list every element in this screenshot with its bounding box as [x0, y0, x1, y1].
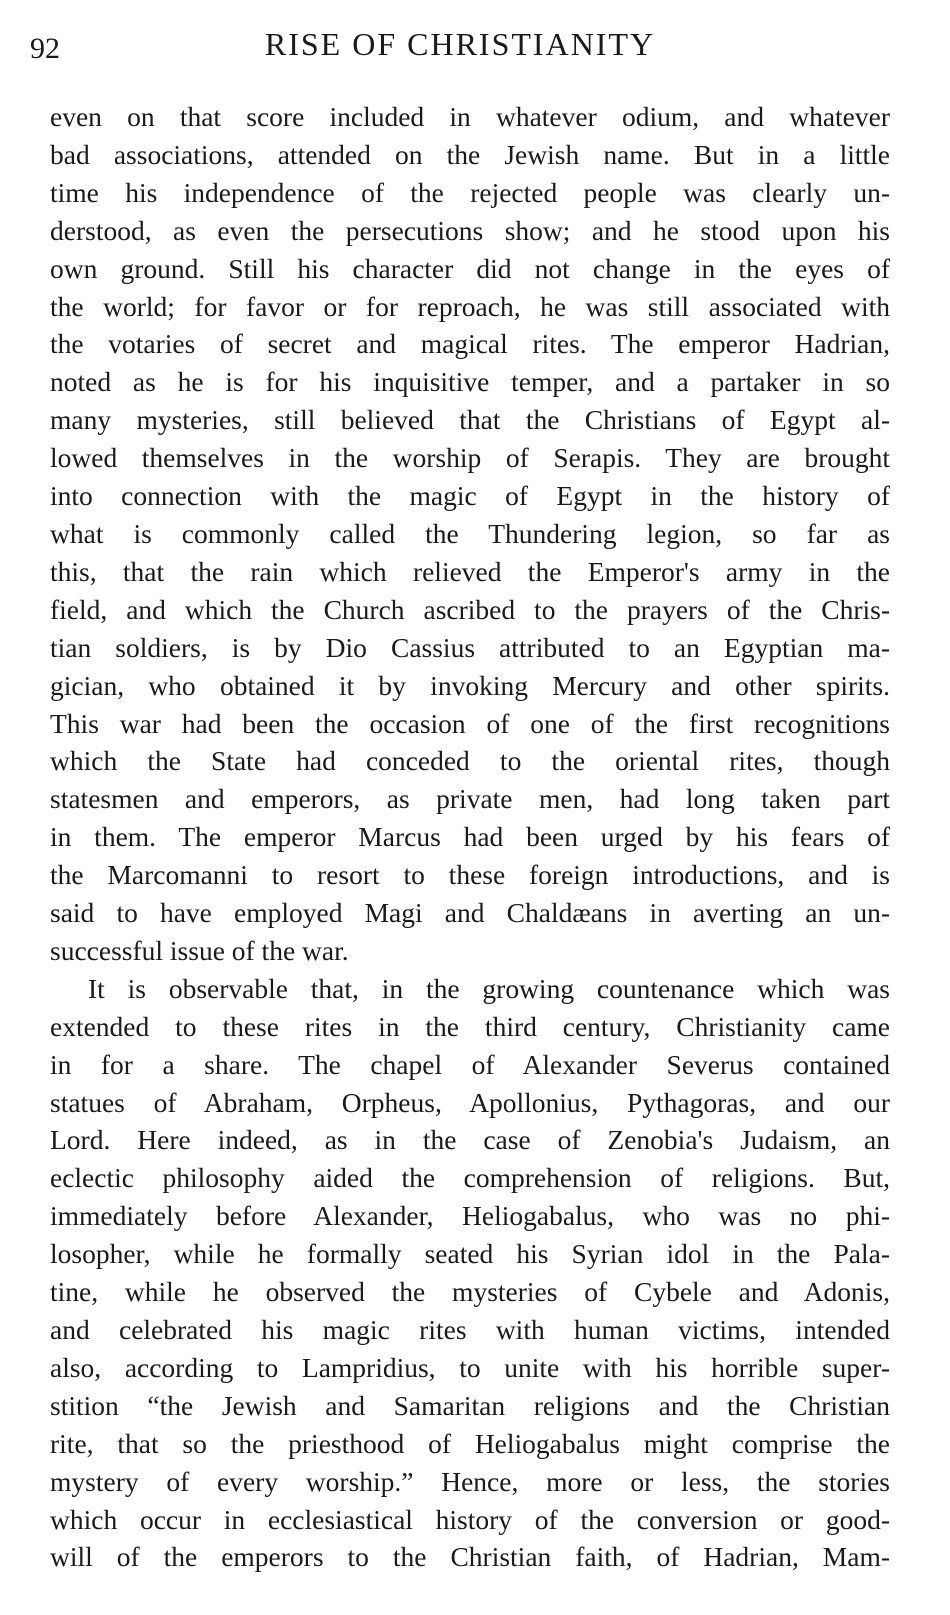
- text-line: tine, while he observed the mysteries of Cybele and Adonis,: [50, 1276, 890, 1308]
- text-line: tian soldiers, is by Dio Cassius attributed to an Egyptian ma-: [50, 631, 890, 663]
- text-line: in for a share. The chapel of Alexander Severus contained: [50, 1048, 890, 1080]
- text-line: It is observable that, in the growing countenance which was: [88, 972, 890, 1004]
- paragraph-2: [50, 970, 890, 1577]
- text-line: what is commonly called the Thundering legion, so far as: [50, 517, 890, 549]
- text-line: time his independence of the rejected people was clearly un-: [50, 176, 890, 208]
- text-line: even on that score included in whatever odium, and whatever: [50, 101, 890, 132]
- text-line: into connection with the magic of Egypt in the history of: [50, 480, 890, 512]
- text-line: Lord. Here indeed, as in the case of Zenobia's Judaism, an: [50, 1124, 890, 1156]
- text-line: mystery of every worship.” Hence, more or less, the stories: [50, 1465, 890, 1497]
- paragraph-1: [50, 98, 890, 970]
- text-line: statesmen and emperors, as private men, had long taken part: [50, 783, 890, 815]
- text-line: the votaries of secret and magical rites. The emperor Hadrian,: [50, 328, 890, 360]
- text-line: immediately before Alexander, Heliogabalus, who was no phi-: [50, 1200, 890, 1232]
- text-line: rite, that so the priesthood of Heliogabalus might comprise the: [50, 1427, 890, 1459]
- text-line: also, according to Lampridius, to unite with his horrible super-: [50, 1351, 890, 1383]
- text-line: stition “the Jewish and Samaritan religions and the Christian: [50, 1389, 890, 1421]
- text-line: statues of Abraham, Orpheus, Apollonius, Pythagoras, and our: [50, 1086, 890, 1118]
- text-line: will of the emperors to the Christian faith, of Hadrian, Mam-: [50, 1541, 890, 1573]
- text-line: this, that the rain which relieved the Emperor's army in the: [50, 555, 890, 587]
- text-line: This war had been the occasion of one of the first recognitions: [50, 707, 890, 739]
- running-head: [30, 26, 890, 66]
- text-line: which the State had conceded to the oriental rites, though: [50, 745, 890, 777]
- text-line: lowed themselves in the worship of Serapis. They are brought: [50, 442, 890, 474]
- text-line: the world; for favor or for reproach, he was still associated with: [50, 290, 890, 322]
- text-line: own ground. Still his character did not change in the eyes of: [50, 252, 890, 284]
- text-line: field, and which the Church ascribed to the prayers of the Chris-: [50, 593, 890, 625]
- text-line: derstood, as even the persecutions show; and he stood upon his: [50, 214, 890, 246]
- text-line: the Marcomanni to resort to these foreign introductions, and is: [50, 859, 890, 891]
- text-line: in them. The emperor Marcus had been urged by his fears of: [50, 821, 890, 853]
- text-line: said to have employed Magi and Chaldæans in averting an un-: [50, 897, 890, 929]
- text-line: gician, who obtained it by invoking Mercury and other spirits.: [50, 669, 890, 701]
- text-line: eclectic philosophy aided the comprehension of religions. But,: [50, 1162, 890, 1194]
- body-text: [50, 98, 890, 1576]
- text-line: losopher, while he formally seated his Syrian idol in the Pala-: [50, 1238, 890, 1270]
- text-line: extended to these rites in the third century, Christianity came: [50, 1010, 890, 1042]
- text-line: which occur in ecclesiastical history of the conversion or good-: [50, 1503, 890, 1535]
- text-line: and celebrated his magic rites with human victims, intended: [50, 1314, 890, 1345]
- page-number: 92: [30, 32, 60, 65]
- text-line: successful issue of the war.: [50, 934, 349, 966]
- text-line: bad associations, attended on the Jewish name. But in a little: [50, 138, 890, 170]
- running-title: RISE OF CHRISTIANITY: [264, 26, 656, 62]
- text-line: many mysteries, still believed that the Christians of Egypt al-: [50, 404, 890, 436]
- text-line: noted as he is for his inquisitive temper, and a partaker in so: [50, 366, 890, 398]
